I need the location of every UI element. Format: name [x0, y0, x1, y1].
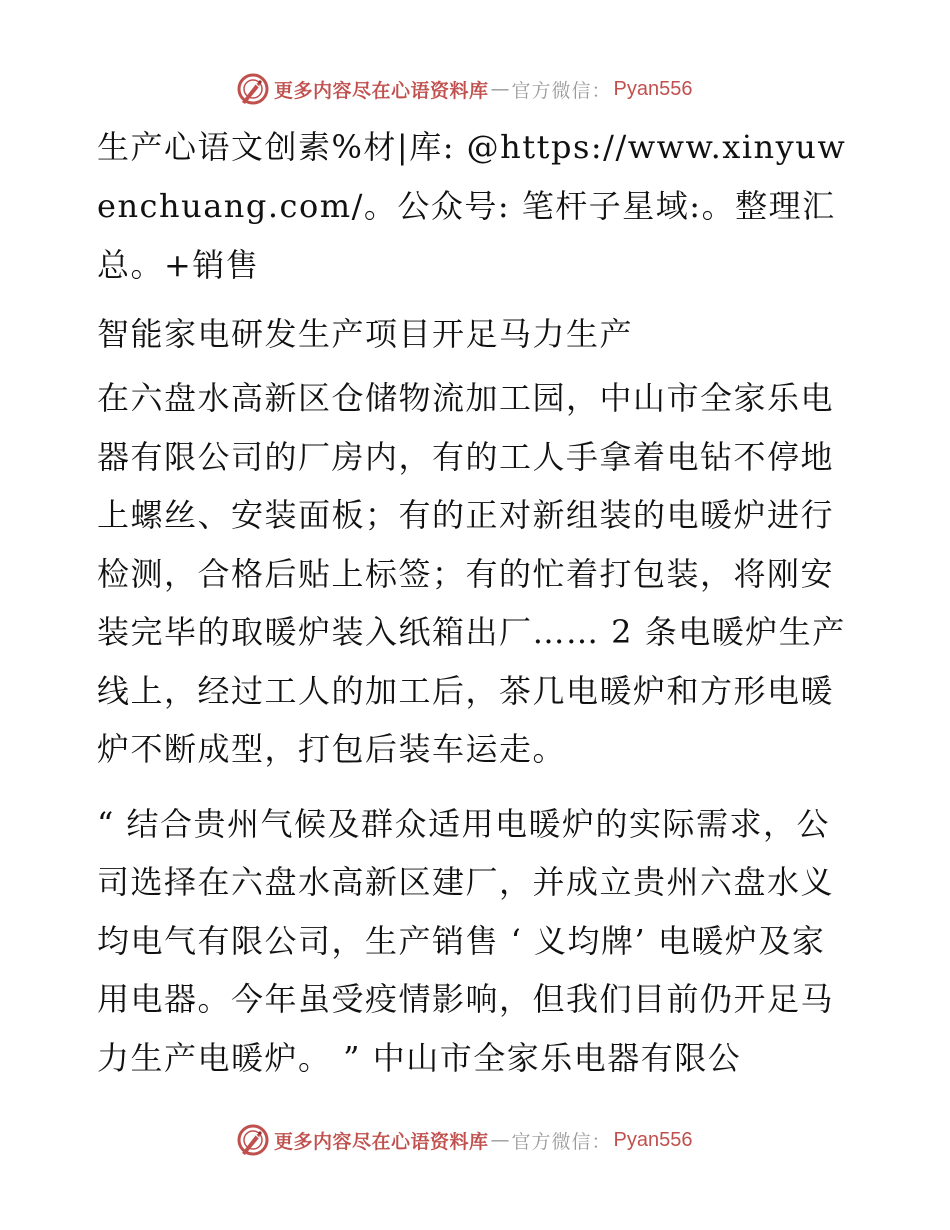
paragraph-2: “ 结合贵州气候及群众适用电暖炉的实际需求，公司选择在六盘水高新区建厂，并成立贵州六盘水义均电气有限公司，生产销售 ‘ 义均牌’ 电暖炉及家用电器。今年虽受疫情影响，但我们目前仍开足马力生产电暖炉。 ” 中山市全家乐电器有限公 — [97, 804, 835, 1077]
watermark-wechat-id: Pyan556 — [613, 1128, 693, 1151]
pen-logo-icon — [236, 72, 270, 106]
header-watermark — [236, 72, 693, 106]
article-title: 智能家电研发生产项目开足马力生产 — [97, 315, 634, 353]
footer-watermark — [236, 1123, 693, 1157]
document-body — [97, 118, 857, 1087]
watermark-official-label: 官方微信： — [511, 1130, 612, 1153]
paragraph-1: 在六盘水高新区仓储物流加工园，中山市全家乐电器有限公司的厂房内，有的工人手拿着电钻不停地上螺丝、安装面板；有的正对新组装的电暖炉进行检测，合格后贴上标签；有的忙着打包装，将刚安装完毕的取暖炉装入纸箱出厂…… 2 条电暖炉生产线上，经过工人的加工后，茶几电暖炉和方形电暖炉不断成型，打包后装车运走。 — [97, 379, 846, 768]
watermark-text: 更多内容尽在心语资料库 — [274, 1130, 489, 1153]
watermark-separator: — — [490, 1129, 510, 1151]
watermark-separator: — — [490, 78, 510, 100]
watermark-text: 更多内容尽在心语资料库 — [274, 79, 489, 102]
watermark-official-label: 官方微信： — [511, 79, 612, 102]
watermark-wechat-id: Pyan556 — [613, 77, 693, 100]
source-line: 生产心语文创素%材|库: @https://www.xinyuwenchuang.com/。公众号: 笔杆子星域:。整理汇总。+销售 — [97, 128, 847, 284]
pen-logo-icon — [236, 1123, 270, 1157]
